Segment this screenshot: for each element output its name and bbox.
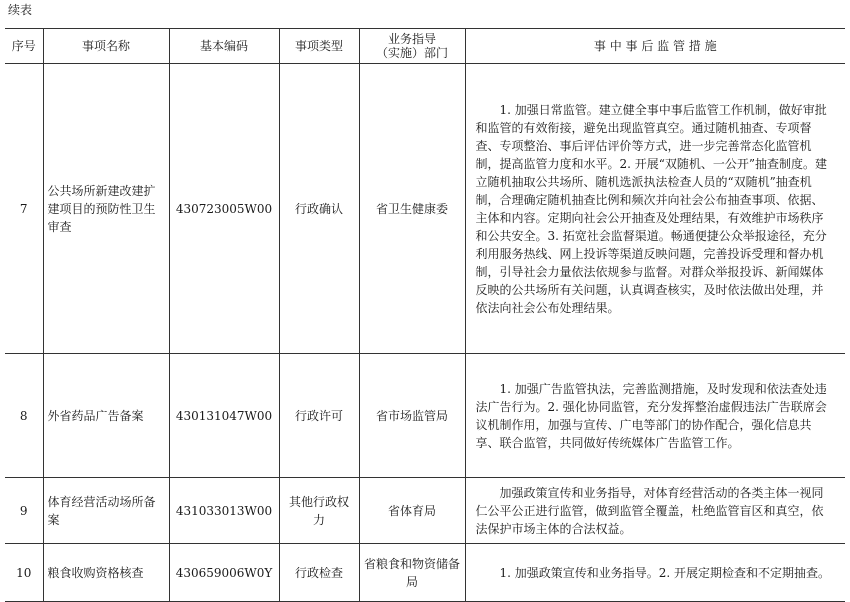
row-measures-text: 1. 加强政策宣传和业务指导。2. 开展定期检查和不定期抽查。 [499,565,831,580]
row-base-code: 431033013W00 [169,478,279,544]
header-department [359,29,465,64]
header-item-type: 事项类型 [279,29,359,64]
header-seq: 序号 [5,29,43,64]
table-row [5,354,845,478]
table-header-row [5,29,845,64]
row-department: 省体育局 [359,478,465,544]
row-item-name: 粮食收购资格核查 [43,544,169,602]
row-measures [465,544,845,602]
row-department: 省市场监管局 [359,354,465,478]
row-measures-text: 加强政策宣传和业务指导，对体育经营活动的各类主体一视同仁公平公正进行监管，做到监管全覆盖，杜绝监管盲区和真空，依法保护市场主体的合法权益。 [475,485,824,536]
row-department: 省卫生健康委 [359,64,465,354]
header-department-line1: 业务指导 [387,32,436,46]
row-measures [465,478,845,544]
row-item-name: 公共场所新建改建扩建项目的预防性卫生审查 [43,64,169,354]
supervision-measures-table [5,28,845,602]
row-item-name: 外省药品广告备案 [43,354,169,478]
table-continued-caption: 续表 [8,3,33,17]
row-base-code: 430131047W00 [169,354,279,478]
row-seq: 9 [5,478,43,544]
header-measures: 事 中 事 后 监 管 措 施 [465,29,845,64]
row-seq: 10 [5,544,43,602]
row-item-name: 体育经营活动场所备案 [43,478,169,544]
header-item-name: 事项名称 [43,29,169,64]
row-measures [465,64,845,354]
row-item-type: 其他行政权力 [279,478,359,544]
row-item-type: 行政检查 [279,544,359,602]
row-item-type: 行政确认 [279,64,359,354]
row-department: 省粮食和物资储备局 [359,544,465,602]
row-base-code: 430659006W0Y [169,544,279,602]
row-measures-text: 1. 加强日常监管。建立健全事中事后监管工作机制，做好审批和监管的有效衔接，避免出现监管真空。通过随机抽查、专项督查、专项整治、事后评估评价等方式，进一步完善常态化监管机制，提高监管力度和水平。2. 开展“双随机、一公开”抽查制度。建立随机抽取公共场所、随机选派执法检查人员的“双随机”抽查机制，合理确定随机抽查比例和频次并向社会公布抽查事项、依据、主体和内容。定期向社会公开抽查及处理结果，有效维护市场秩序和公共安全。3. 拓宽社会监督渠道。畅通便捷公众举报途径，充分利用服务热线、网上投诉等渠道反映问题，完善投诉受理和督办机制，引导社会力量依法依规参与监督。对群众举报投诉、新闻媒体反映的公共场所有关问题，认真调查核实，及时依法做出处理，并依法向社会公布处理结果。 [475,102,828,315]
row-seq: 8 [5,354,43,478]
table-row [5,478,845,544]
row-item-type: 行政许可 [279,354,359,478]
row-base-code: 430723005W00 [169,64,279,354]
table-row [5,64,845,354]
header-base-code: 基本编码 [169,29,279,64]
row-measures [465,354,845,478]
row-measures-text: 1. 加强广告监管执法，完善监测措施，及时发现和依法查处违法广告行为。2. 强化协同监管，充分发挥整治虚假违法广告联席会议机制作用，加强与宣传、广电等部门的协作配合，强化信息共享、联合监管，共同做好传统媒体广告监管工作。 [475,381,827,450]
row-seq: 7 [5,64,43,354]
header-department-line2: （实施）部门 [375,46,448,60]
table-row [5,544,845,602]
